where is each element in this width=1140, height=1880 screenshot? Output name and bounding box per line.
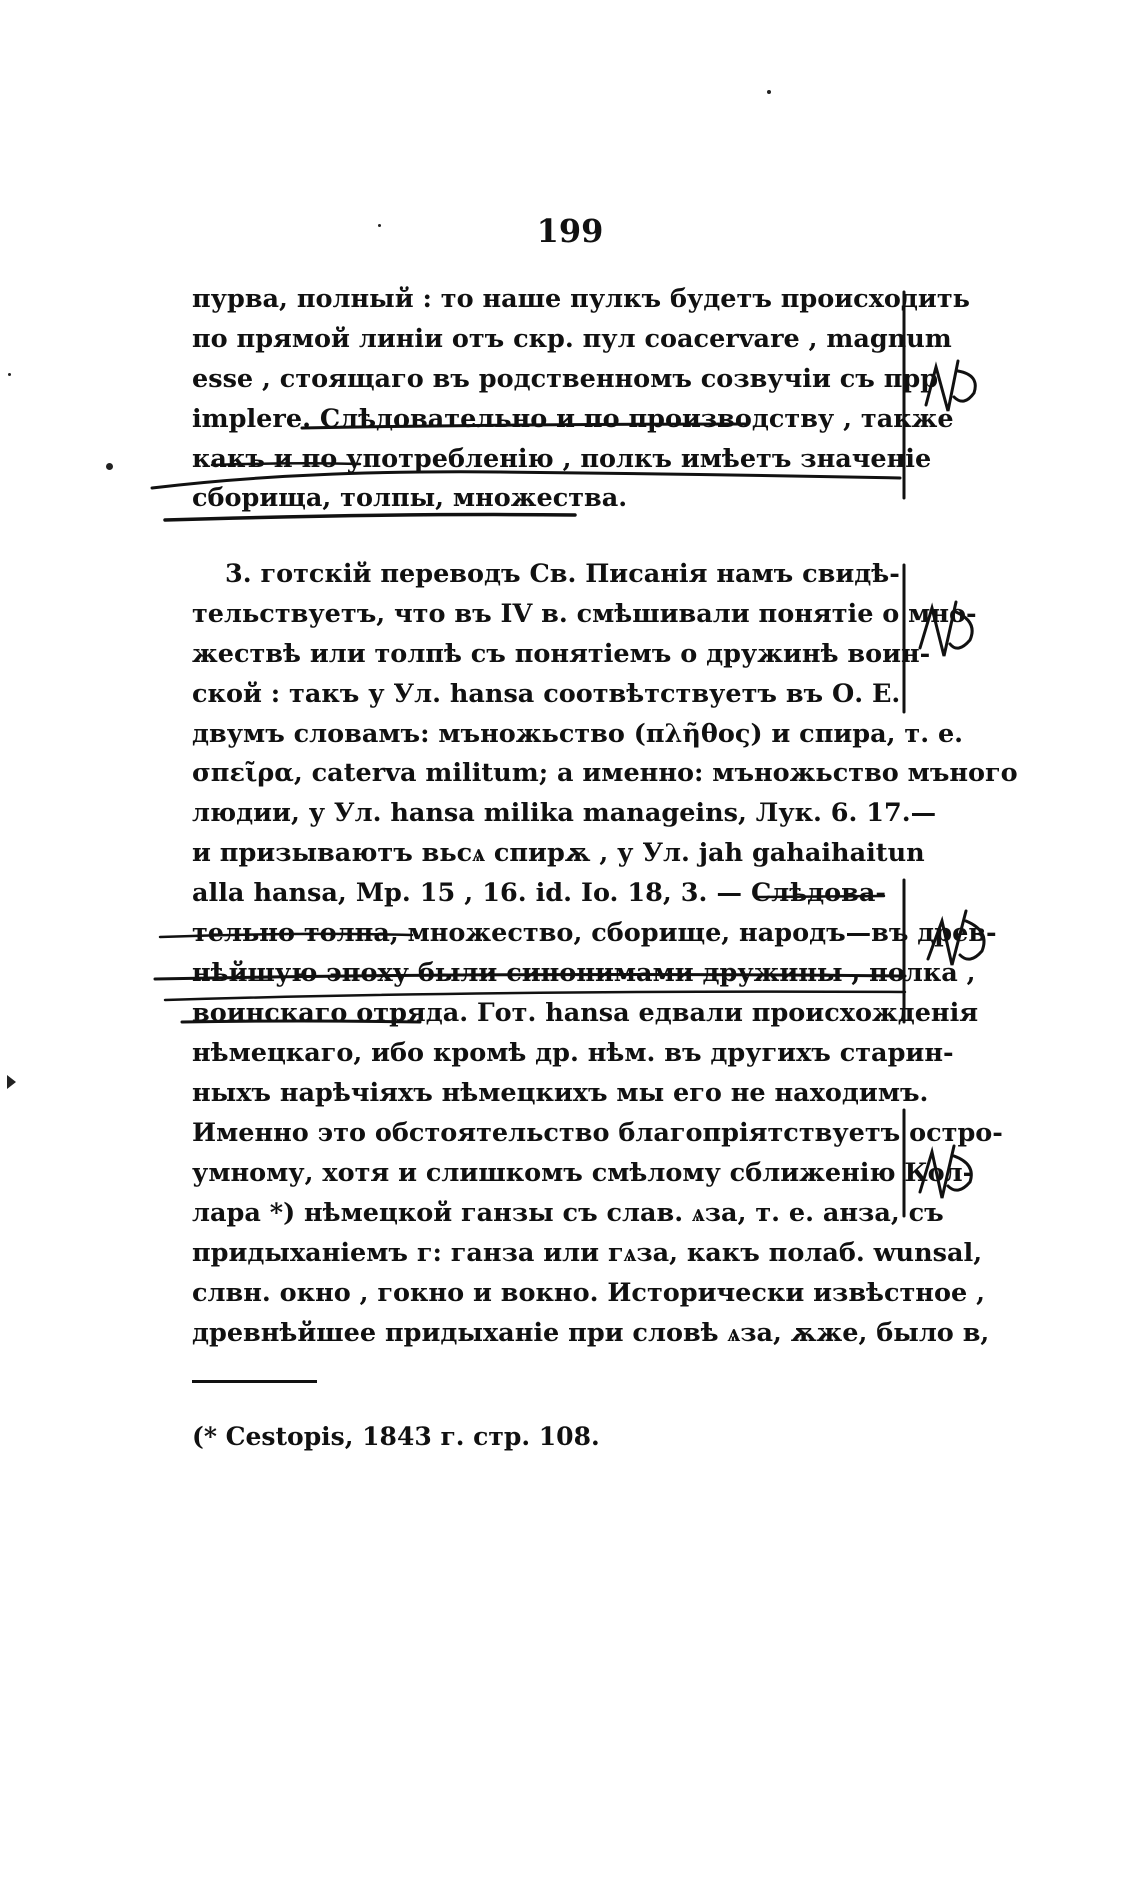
text-line: ской : такъ у Ул. hansa соотвѣтствуетъ въ О. Е. (192, 679, 901, 709)
underline-mark (165, 992, 905, 1000)
nb-margin-mark (912, 1130, 1002, 1210)
underline-mark (212, 463, 360, 465)
text-line: пурва, полный : то наше пулкъ будетъ происходить (192, 284, 970, 314)
scan-speck (378, 224, 381, 227)
text-line: двумъ словамъ: мъножьство (πλῆθος) и спира, т. е. (192, 719, 964, 749)
footnote: (* Cestopis, 1843 г. стр. 108. (192, 1422, 600, 1451)
text-line: ныхъ нарѣчіяхъ нѣмецкихъ мы его не находимъ. (192, 1078, 929, 1108)
text-line: слвн. окно , гокно и вокно. Исторически извѣстное , (192, 1278, 985, 1308)
text-line: и призываютъ вьсѧ спирѫ , у Ул. jah gahaihaitun (192, 838, 925, 868)
text-line: тельствуетъ, что въ IV в. смѣшивали понятіе о мно- (192, 599, 977, 629)
text-line: нѣмецкаго, ибо кромѣ др. нѣм. въ другихъ старин- (192, 1038, 954, 1068)
text-line: по прямой линіи отъ скр. пул coacervare , magnum (192, 324, 952, 354)
text-line: alla hansa, Мр. 15 , 16. id. Io. 18, 3. — Слѣдова- (192, 878, 886, 908)
scan-speck (8, 373, 11, 376)
underline-mark (155, 975, 905, 979)
text-line: implere. Слѣдовательно и по производству , также (192, 404, 954, 434)
page-number: 199 (536, 212, 604, 250)
text-line: какъ и по употребленію , полкъ имѣетъ значеніе (192, 444, 932, 474)
text-line: Именно это обстоятельство благопріятствуетъ остро- (192, 1118, 1003, 1148)
text-line: сборища, толпы, множества. (192, 483, 628, 513)
scan-speck (767, 90, 771, 94)
nb-margin-mark (920, 895, 1010, 975)
nb-margin-mark (918, 345, 1008, 425)
text-line: древнѣйшее придыханіе при словѣ ѧза, ѫже, было в, (192, 1318, 990, 1348)
underline-mark (165, 515, 575, 520)
underline-mark (152, 472, 900, 488)
nb-margin-mark (912, 590, 1002, 670)
text-line: умному, хотя и слишкомъ смѣлому сближенію Кол- (192, 1158, 974, 1188)
text-line: воинскаго отряда. Гот. hansa едвали происхожденія (192, 998, 979, 1028)
scan-speck (106, 463, 113, 470)
text-line: 3. готскій переводъ Св. Писанія намъ свидѣ- (225, 559, 900, 589)
text-line: жествѣ или толпѣ съ понятіемъ о дружинѣ воин- (192, 639, 931, 669)
underline-mark (758, 896, 884, 897)
underline-mark (302, 424, 745, 428)
text-line: придыханіемъ г: ганза или гѧза, какъ полаб. wunsal, (192, 1238, 983, 1268)
underline-mark (182, 1021, 420, 1022)
text-line: тельно толпа, множество, сборище, народъ—въ древ- (192, 918, 997, 948)
text-line: лара *) нѣмецкой ганзы съ слав. ѧза, т. е. анза, съ (192, 1198, 944, 1228)
underline-mark (160, 934, 412, 937)
text-line: людии, у Ул. hansa milika manageins, Лук. 6. 17.— (192, 798, 937, 828)
text-line: нѣйшую эпоху были синонимами дружины , полка , (192, 958, 976, 988)
text-line: σπεῖρα, caterva militum; а именно: мъножьство мъного (192, 758, 1018, 788)
text-line: esse , стоящаго въ родственномъ созвучіи съ прр (192, 364, 939, 394)
